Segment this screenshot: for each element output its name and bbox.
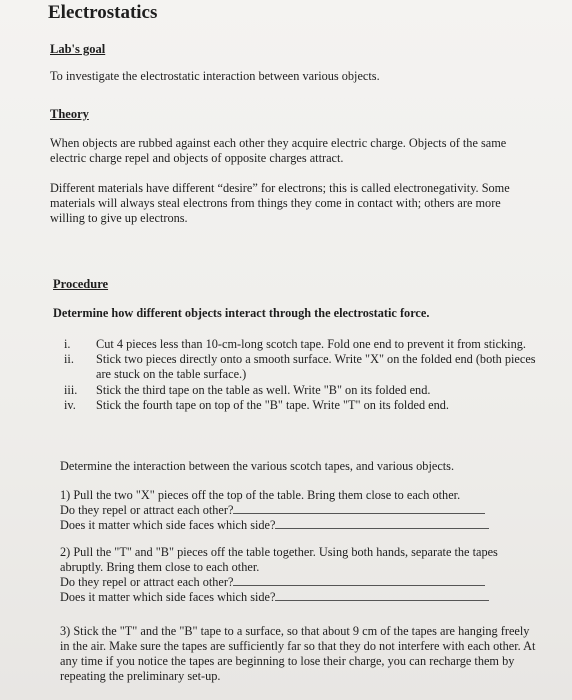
procedure-subheading: Determine how different objects interact through the electrostatic force. xyxy=(53,306,430,320)
question-2-text: 2) Pull the "T" and "B" pieces off the table together. Using both hands, separate the tapes xyxy=(60,545,498,559)
answer-blank[interactable] xyxy=(233,503,485,514)
theory-line: willing to give up electrons. xyxy=(50,211,188,225)
theory-line: electric charge repel and objects of opposite charges attract. xyxy=(50,151,344,165)
step-text: Cut 4 pieces less than 10-cm-long scotch tape. Fold one end to prevent it from sticking. xyxy=(96,337,526,351)
question-2-ask-repel: Do they repel or attract each other? xyxy=(60,575,485,590)
step-number: iii. xyxy=(64,383,78,397)
question-1-ask-repel: Do they repel or attract each other? xyxy=(60,503,485,518)
question-3-text: repeating the preliminary set-up. xyxy=(60,669,221,683)
step-number: ii. xyxy=(64,352,74,366)
step-text: are stuck on the table surface.) xyxy=(96,367,247,381)
question-2-text: abruptly. Bring them close to each other. xyxy=(60,560,260,574)
theory-line: When objects are rubbed against each other they acquire electric charge. Objects of the same xyxy=(50,136,507,150)
question-3-text: in the air. Make sure the tapes are sufficiently far so that they do not interfere with each other. At xyxy=(60,639,536,653)
answer-blank[interactable] xyxy=(233,575,485,586)
question-3-text: 3) Stick the "T" and the "B" tape to a surface, so that about 9 cm of the tapes are hanging freely xyxy=(60,624,530,638)
goal-text: To investigate the electrostatic interaction between various objects. xyxy=(50,69,380,83)
procedure-intro: Determine the interaction between the various scotch tapes, and various objects. xyxy=(60,459,455,473)
step-text: Stick the fourth tape on top of the "B" tape. Write "T" on its folded end. xyxy=(96,398,450,412)
question-1-ask-side: Does it matter which side faces which side? xyxy=(60,518,489,533)
question-2-ask-side: Does it matter which side faces which side? xyxy=(60,590,489,605)
question-1-text: 1) Pull the two "X" pieces off the top of the table. Bring them close to each other. xyxy=(60,488,461,502)
step-text: Stick the third tape on the table as well. Write "B" on its folded end. xyxy=(96,383,431,397)
page-title: Electrostatics xyxy=(48,2,158,23)
goal-heading: Lab's goal xyxy=(50,42,106,56)
answer-blank[interactable] xyxy=(275,518,489,529)
step-text: Stick two pieces directly onto a smooth surface. Write "X" on the folded end (both pieces xyxy=(96,352,536,366)
step-number: i. xyxy=(64,337,71,351)
answer-blank[interactable] xyxy=(275,590,489,601)
theory-line: Different materials have different “desire” for electrons; this is called electronegativity. Some xyxy=(50,181,510,195)
theory-line: materials will always steal electrons from things they come in contact with; others are more xyxy=(50,196,501,210)
theory-heading: Theory xyxy=(50,107,89,121)
step-number: iv. xyxy=(64,398,76,412)
question-3-text: any time if you notice the tapes are beginning to lose their charge, you can recharge them by xyxy=(60,654,515,668)
procedure-heading: Procedure xyxy=(53,277,109,291)
